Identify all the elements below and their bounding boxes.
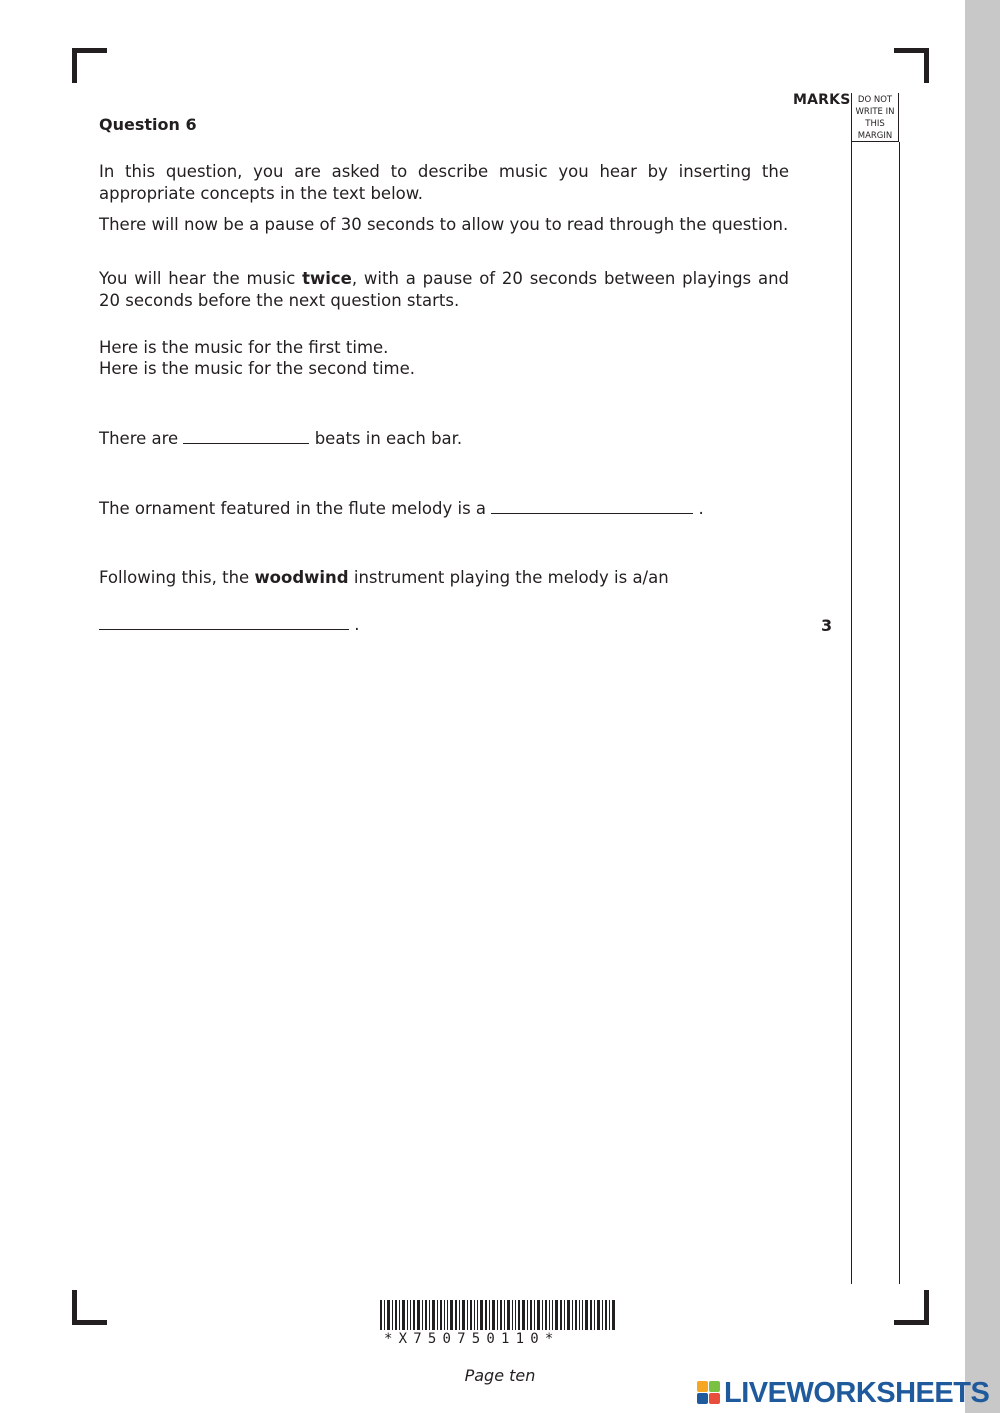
do-not-write-note: DO NOT WRITE IN THIS MARGIN bbox=[855, 95, 895, 141]
first-playing-note: Here is the music for the first time. bbox=[99, 338, 389, 357]
crop-mark-top-left bbox=[72, 48, 107, 83]
ornament-answer-blank[interactable] bbox=[491, 499, 693, 514]
marks-value: 3 bbox=[821, 616, 833, 635]
beats-answer-blank[interactable] bbox=[183, 429, 309, 444]
liveworksheets-icon bbox=[697, 1381, 721, 1405]
crop-mark-bottom-left bbox=[72, 1290, 107, 1325]
crop-mark-bottom-right bbox=[894, 1290, 929, 1325]
woodwind-sentence: Following this, the woodwind instrument playing the melody is a/an bbox=[99, 568, 669, 587]
woodwind-answer-line: . bbox=[99, 614, 360, 636]
question-intro: In this question, you are asked to describe music you hear by inserting the appropriate concepts in the text below. bbox=[99, 162, 789, 203]
question-title: Question 6 bbox=[99, 115, 197, 134]
margin-column bbox=[851, 142, 900, 1284]
second-playing-note: Here is the music for the second time. bbox=[99, 359, 416, 378]
barcode-text: *X750750110* bbox=[384, 1331, 560, 1347]
crop-mark-top-right bbox=[894, 48, 929, 83]
beats-sentence: There are beats in each bar. bbox=[99, 429, 463, 448]
liveworksheets-wordmark: LIVEWORKSHEETS bbox=[724, 1377, 990, 1409]
page-number: Page ten bbox=[464, 1366, 536, 1385]
listening-instructions: You will hear the music twice, with a pause of 20 seconds between playings and 20 seconds before the next question starts. bbox=[99, 269, 790, 310]
ornament-sentence: The ornament featured in the flute melody is a . bbox=[99, 499, 704, 518]
margin-divider-right bbox=[898, 93, 899, 141]
barcode-image bbox=[380, 1300, 616, 1330]
woodwind-answer-blank[interactable] bbox=[99, 615, 349, 630]
pause-note: There will now be a pause of 30 seconds to allow you to read through the question. bbox=[99, 215, 789, 234]
liveworksheets-logo bbox=[697, 1377, 993, 1409]
page-side-bar bbox=[965, 0, 1000, 1413]
marks-heading: MARKS bbox=[793, 92, 851, 108]
